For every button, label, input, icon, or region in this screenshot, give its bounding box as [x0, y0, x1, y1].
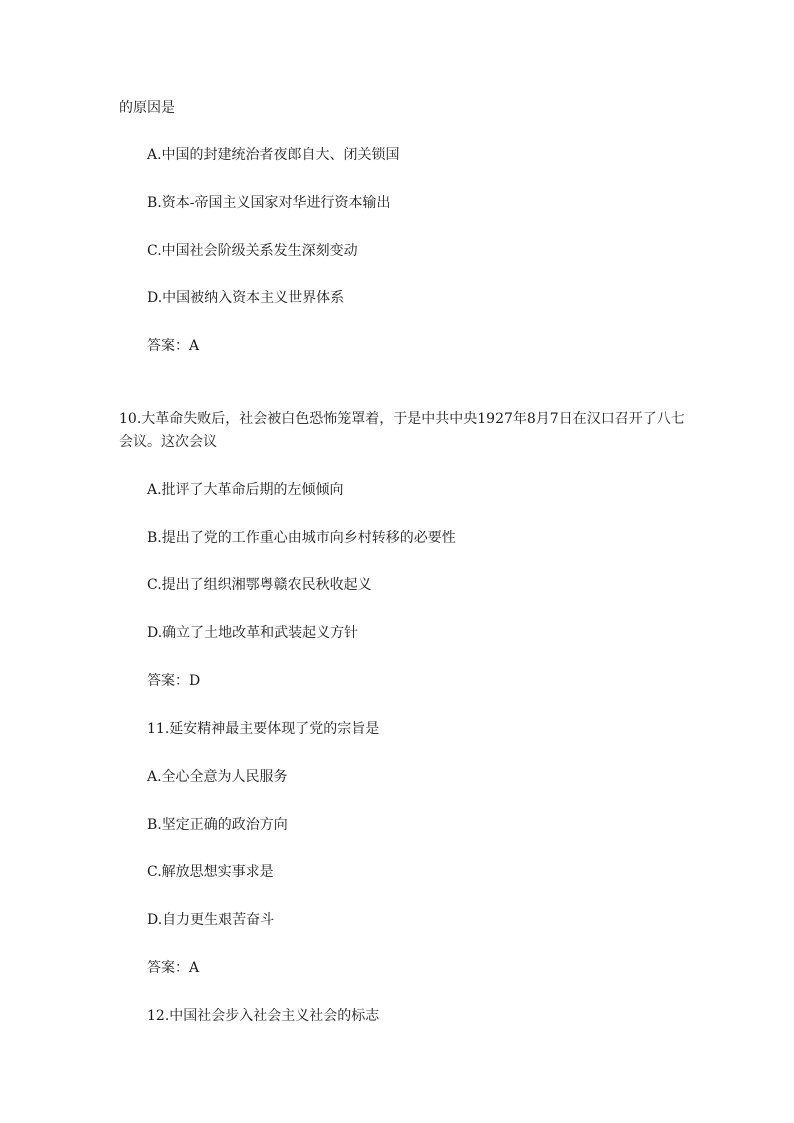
q11-option-b: B.坚定正确的政治方向	[147, 817, 288, 833]
q9-stem-tail: 的原因是	[119, 100, 175, 116]
q10-stem-line1: 10.大革命失败后，社会被白色恐怖笼罩着，于是中共中央1927年8月7日在汉口召开了八七	[119, 411, 685, 427]
q10-answer: 答案：D	[147, 673, 201, 689]
q10-option-a: A.批评了大革命后期的左倾倾向	[147, 482, 344, 498]
q10-option-b: B.提出了党的工作重心由城市向乡村转移的必要性	[147, 530, 456, 546]
q11-option-d: D.自力更生艰苦奋斗	[147, 912, 275, 928]
q12-stem: 12.中国社会步入社会主义社会的标志	[147, 1008, 380, 1024]
q10-option-d: D.确立了土地改革和武装起义方针	[147, 625, 359, 641]
q11-option-a: A.全心全意为人民服务	[147, 769, 288, 785]
q11-option-c: C.解放思想实事求是	[147, 864, 274, 880]
q9-answer: 答案：A	[147, 338, 200, 354]
q9-option-d: D.中国被纳入资本主义世界体系	[147, 290, 345, 306]
q9-option-c: C.中国社会阶级关系发生深刻变动	[147, 243, 358, 259]
q9-option-a: A.中国的封建统治者夜郎自大、闭关锁国	[147, 147, 400, 163]
q9-option-b: B.资本-帝国主义国家对华进行资本输出	[147, 195, 391, 211]
q11-answer: 答案：A	[147, 960, 200, 976]
q10-stem-line2: 会议。这次会议	[119, 434, 217, 450]
q11-stem: 11.延安精神最主要体现了党的宗旨是	[147, 721, 380, 737]
q10-option-c: C.提出了组织湘鄂粤赣农民秋收起义	[147, 577, 372, 593]
